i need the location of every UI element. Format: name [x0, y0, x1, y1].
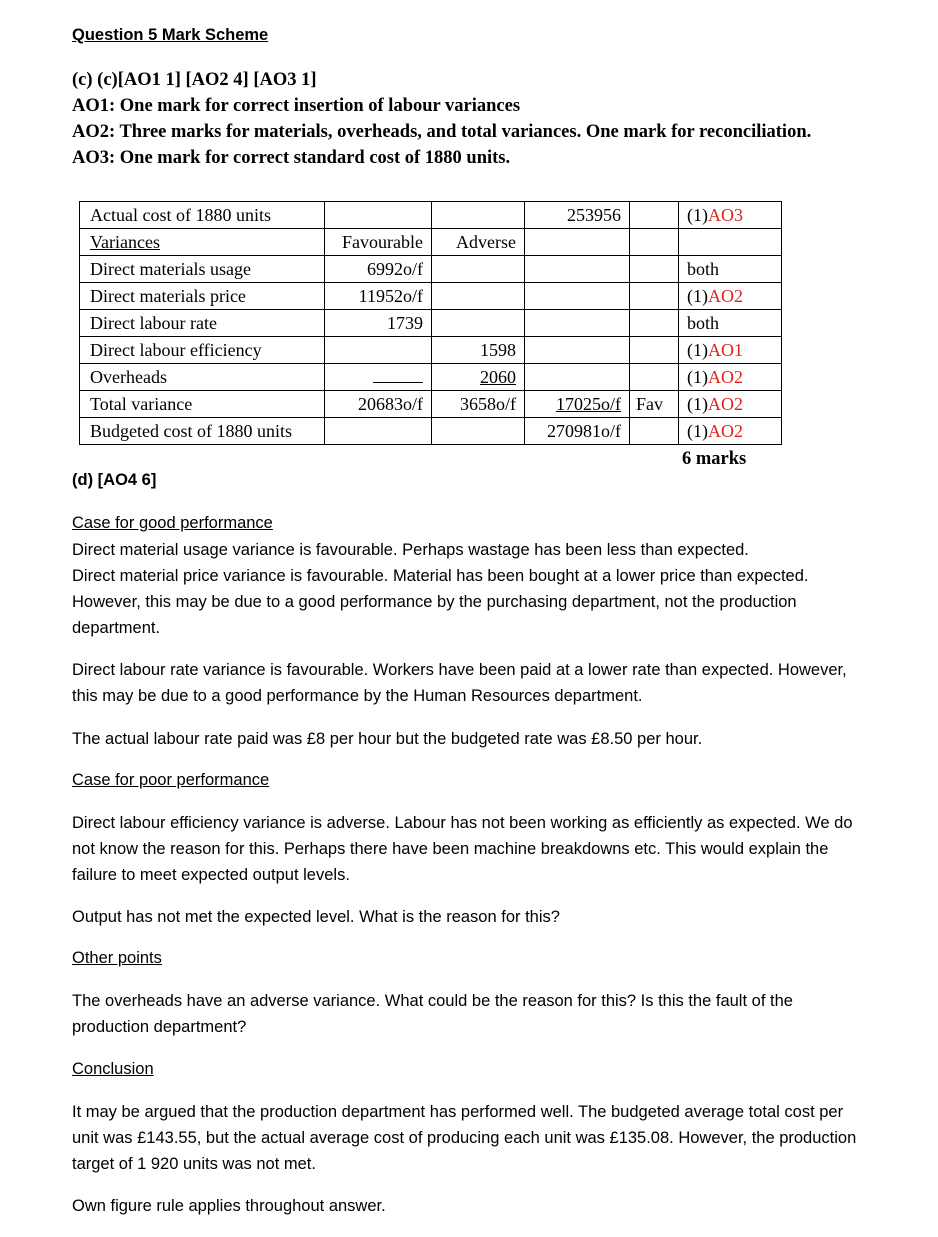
part-d-heading: (d) [AO4 6] [72, 471, 157, 489]
total-cell [525, 364, 630, 391]
mark-prefix: (1) [687, 340, 708, 360]
page-title: Question 5 Mark Scheme [72, 26, 269, 44]
mark-prefix: both [687, 313, 720, 333]
direction-cell [630, 391, 679, 418]
favourable-cell [325, 283, 432, 310]
row-label [80, 418, 325, 445]
total-marks: 6 marks [682, 449, 747, 469]
mark-objective: AO2 [708, 421, 743, 441]
row-label [80, 283, 325, 310]
adverse-cell [432, 364, 525, 391]
ao3-criterion: AO3: One mark for correct standard cost of 1880 units. [72, 148, 511, 168]
mark-prefix: (1) [687, 286, 708, 306]
favourable-cell [325, 256, 432, 283]
adverse-cell [432, 391, 525, 418]
mark-cell [679, 364, 782, 391]
adverse-cell [432, 283, 525, 310]
total-cell-text: 270981o/f [547, 421, 621, 441]
adverse-cell [432, 202, 525, 229]
adverse-cell [432, 337, 525, 364]
mark-prefix: both [687, 259, 720, 279]
table-row [80, 418, 782, 445]
favourable-cell [325, 364, 432, 391]
table-row [80, 256, 782, 283]
good-point-1: Direct material usage variance is favourable. Perhaps wastage has been less than expected. [72, 541, 749, 559]
mark-objective: AO2 [708, 394, 743, 414]
mark-prefix: (1) [687, 421, 708, 441]
favourable-cell [325, 229, 432, 256]
total-cell [525, 337, 630, 364]
total-cell [525, 229, 630, 256]
total-cell [525, 283, 630, 310]
direction-cell-text: Fav [636, 394, 663, 414]
mark-cell [679, 256, 782, 283]
favourable-cell-text: 11952o/f [358, 286, 423, 306]
poor-point-2: Output has not met the expected level. What is the reason for this? [72, 908, 560, 926]
blank-underline [373, 368, 423, 383]
mark-cell [679, 391, 782, 418]
good-point-3: Direct labour rate variance is favourable. Workers have been paid at a lower rate than expected. However, this may be due to a good performance by the Human Resources department. [72, 661, 847, 705]
good-point-4: The actual labour rate paid was £8 per hour but the budgeted rate was £8.50 per hour. [72, 730, 703, 748]
total-cell [525, 202, 630, 229]
favourable-cell [325, 391, 432, 418]
adverse-cell-text: 2060 [480, 367, 516, 387]
adverse-cell [432, 418, 525, 445]
table-row [80, 202, 782, 229]
mark-cell [679, 283, 782, 310]
total-cell-text: 253956 [567, 205, 621, 225]
conclusion-heading: Conclusion [72, 1060, 154, 1078]
adverse-cell-text: Adverse [456, 232, 516, 252]
mark-objective: AO1 [708, 340, 743, 360]
other-point-1: The overheads have an adverse variance. What could be the reason for this? Is this the fault of the production department? [72, 992, 793, 1036]
conclusion-text: It may be argued that the production department has performed well. The budgeted average total cost per unit was £143.55, but the actual average cost of producing each unit was £135.08. However, the production target of 1 920 units was not met. [72, 1103, 857, 1173]
total-cell-text: 17025o/f [556, 394, 621, 414]
total-cell [525, 418, 630, 445]
favourable-cell-text: Favourable [342, 232, 423, 252]
mark-prefix: (1) [687, 367, 708, 387]
adverse-cell-text: 3658o/f [460, 394, 516, 414]
row-label-text: Overheads [90, 367, 167, 387]
row-label-text: Direct labour efficiency [90, 340, 262, 360]
adverse-cell [432, 256, 525, 283]
mark-prefix: (1) [687, 394, 708, 414]
row-label-text: Actual cost of 1880 units [90, 205, 271, 225]
table-row [80, 364, 782, 391]
variance-table [79, 201, 782, 445]
row-label [80, 310, 325, 337]
adverse-cell-text: 1598 [480, 340, 516, 360]
row-label [80, 229, 325, 256]
table-row [80, 283, 782, 310]
ao1-criterion: AO1: One mark for correct insertion of labour variances [72, 96, 521, 116]
mark-cell [679, 337, 782, 364]
row-label-text: Direct labour rate [90, 313, 217, 333]
table-row [80, 391, 782, 418]
direction-cell [630, 283, 679, 310]
total-cell [525, 310, 630, 337]
mark-objective: AO2 [708, 367, 743, 387]
row-label-text: Direct materials usage [90, 259, 251, 279]
favourable-cell [325, 310, 432, 337]
table-row [80, 337, 782, 364]
part-c-heading: (c) (c)[AO1 1] [AO2 4] [AO3 1] [72, 70, 317, 90]
row-label [80, 202, 325, 229]
adverse-cell [432, 229, 525, 256]
favourable-cell [325, 418, 432, 445]
row-label [80, 337, 325, 364]
favourable-cell-text: 20683o/f [358, 394, 423, 414]
row-label [80, 256, 325, 283]
favourable-cell [325, 202, 432, 229]
table-row [80, 310, 782, 337]
mark-prefix: (1) [687, 205, 708, 225]
row-label [80, 364, 325, 391]
mark-objective: AO3 [708, 205, 743, 225]
favourable-cell [325, 337, 432, 364]
mark-objective: AO2 [708, 286, 743, 306]
direction-cell [630, 364, 679, 391]
table-row [80, 229, 782, 256]
favourable-cell-text: 1739 [387, 313, 423, 333]
favourable-cell-text: 6992o/f [367, 259, 423, 279]
good-point-2: Direct material price variance is favourable. Material has been bought at a lower price than expected. However, this may be due to a good performance by the purchasing department, not the production department. [72, 567, 809, 637]
closing-note: Own figure rule applies throughout answer. [72, 1197, 386, 1215]
mark-cell [679, 418, 782, 445]
direction-cell [630, 337, 679, 364]
good-performance-heading: Case for good performance [72, 514, 273, 532]
mark-cell [679, 202, 782, 229]
row-label-text: Variances [90, 232, 160, 252]
poor-point-1: Direct labour efficiency variance is adverse. Labour has not been working as efficiently as expected. We do not know the reason for this. Perhaps there have been machine breakdowns etc. This would explain the failure to meet expected output levels. [72, 814, 853, 884]
direction-cell [630, 229, 679, 256]
other-points-heading: Other points [72, 949, 162, 967]
ao2-criterion: AO2: Three marks for materials, overheads, and total variances. One mark for reconciliation. [72, 122, 812, 142]
mark-cell [679, 229, 782, 256]
row-label-text: Direct materials price [90, 286, 246, 306]
total-cell [525, 256, 630, 283]
total-cell [525, 391, 630, 418]
direction-cell [630, 310, 679, 337]
row-label [80, 391, 325, 418]
poor-performance-heading: Case for poor performance [72, 771, 270, 789]
direction-cell [630, 418, 679, 445]
mark-cell [679, 310, 782, 337]
direction-cell [630, 256, 679, 283]
direction-cell [630, 202, 679, 229]
row-label-text: Budgeted cost of 1880 units [90, 421, 292, 441]
adverse-cell [432, 310, 525, 337]
row-label-text: Total variance [90, 394, 193, 414]
